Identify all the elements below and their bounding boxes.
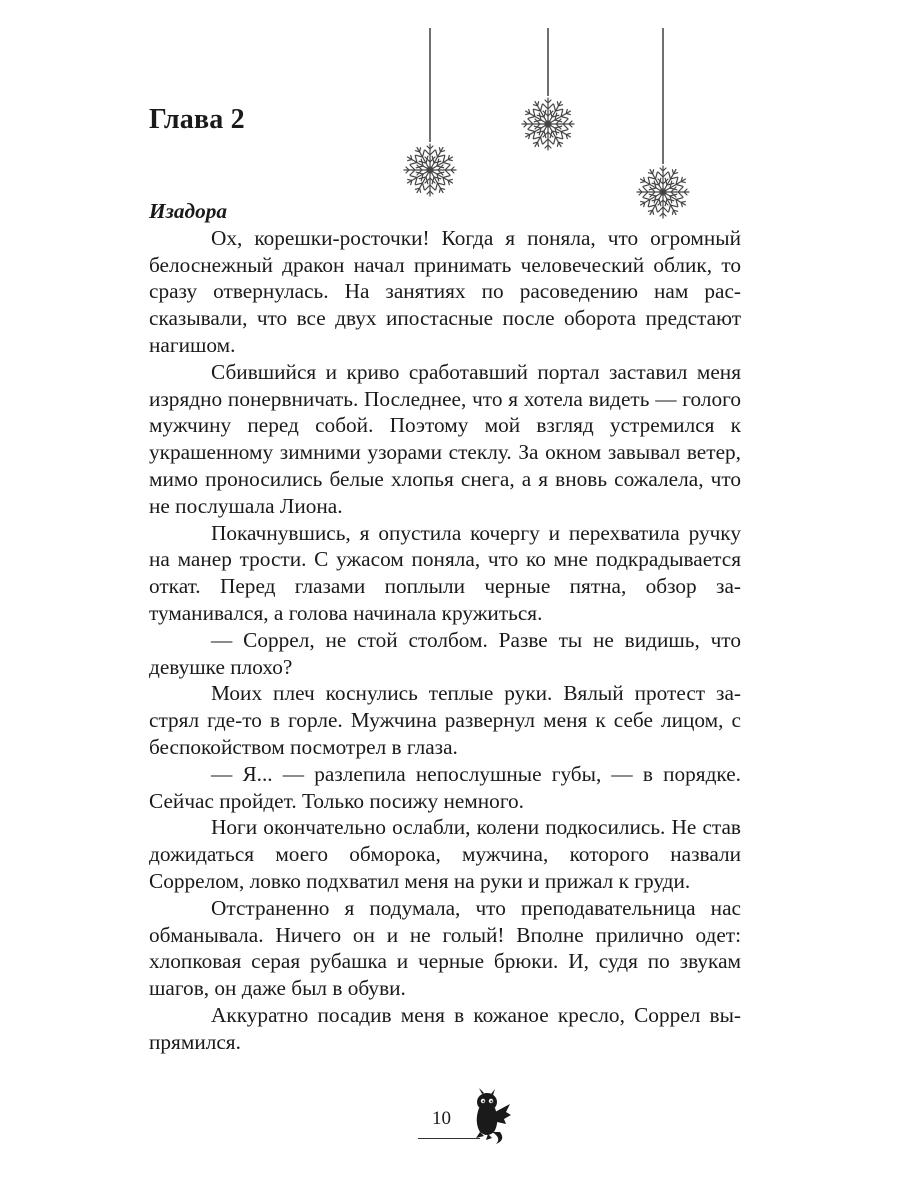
paragraph: Ох, корешки-росточки! Когда я поняла, что огромный белоснежный дракон начал принимать человеческий облик, то сразу отвернулась. На занятиях по расоведению нам рассказывали, что все двух ипостасные после оборота предстают нагишом.: [149, 225, 741, 357]
dragon-icon: [462, 1088, 512, 1146]
paragraph: Отстраненно я подумала, что преподавательница нас обманывала. Ничего он и не голый! Вполне прилично одет: хлопковая серая рубашка и черные брюки. И, судя по звукам шагов, он даже был в обуви.: [149, 895, 741, 1001]
paragraph: Сбившийся и криво сработавший портал заставил меня изрядно понервничать. Последнее, что я хотела видеть — голого мужчину перед собой. Поэтому мой взгляд устремился к украшенному зимними узорами стеклу. За окном завывал ветер, мимо проносились белые хлопья снега, а я вновь сожалела, что не послушала Лиона.: [149, 359, 741, 518]
paragraph: Ноги окончательно ослабли, колени подкосились. Не став дожидаться моего обморока, мужчина, которого назвали Соррелом, ловко подхватил меня на руки и прижал к груди.: [149, 815, 741, 893]
chapter-body: [149, 198, 741, 1056]
page-number: 10: [432, 1108, 451, 1129]
paragraph: — Я... — разлепила непослушные губы, — в порядке. Сейчас пройдет. Только посижу немного.: [149, 761, 741, 813]
paragraph: Моих плеч коснулись теплые руки. Вялый протест застрял где-то в горле. Мужчина развернул меня к себе лицом, с беспокойством посмотрел в глаза.: [149, 681, 741, 759]
narrator-name: Изадора: [149, 199, 228, 223]
chapter-title: Глава 2: [149, 104, 245, 135]
paragraph: Аккуратно посадив меня в кожаное кресло, Соррел выпрямился.: [149, 1002, 741, 1054]
page-footer: [410, 1088, 520, 1158]
paragraph: Покачнувшись, я опустила кочергу и перехватила ручку на манер трости. С ужасом поняла, что ко мне подкрадывается откат. Перед глазами поплыли черные пятна, обзор затуманивался, а голова начинала кружиться.: [149, 520, 741, 625]
paragraph: — Соррел, не стой столбом. Разве ты не видишь, что девушке плохо?: [149, 627, 741, 679]
